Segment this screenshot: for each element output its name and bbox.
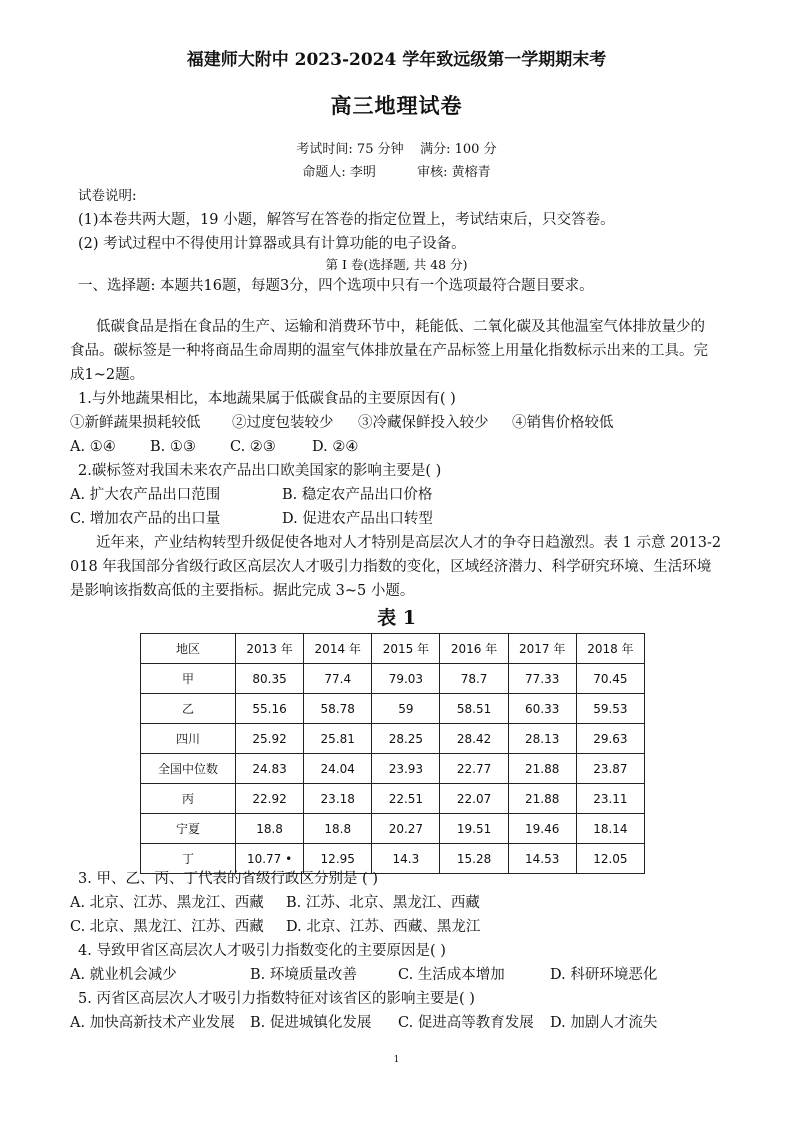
table-cell: 宁夏: [141, 814, 236, 844]
table-cell: 12.95: [304, 844, 372, 874]
data-table: [140, 633, 645, 874]
table-cell: 24.83: [236, 754, 304, 784]
table-header-cell: 2018 年: [576, 634, 644, 664]
table-row: [141, 754, 645, 784]
option-a: A. 北京、江苏、黑龙江、西藏: [70, 895, 264, 911]
table-cell: 23.18: [304, 784, 372, 814]
table-cell: 28.13: [508, 724, 576, 754]
table-row: [141, 664, 645, 694]
passage-line: 成1~2题。: [70, 367, 145, 383]
table-cell: 58.78: [304, 694, 372, 724]
exam-info: 考试时间: 75 分钟 满分: 100 分: [296, 142, 497, 157]
table-cell: 60.33: [508, 694, 576, 724]
question-statements: [70, 413, 614, 433]
table-cell: 21.88: [508, 784, 576, 814]
question-options: [70, 485, 432, 505]
table-cell: 22.92: [236, 784, 304, 814]
question-options: [70, 437, 358, 457]
table-row: [141, 814, 645, 844]
table-cell: 丁: [141, 844, 236, 874]
table-cell: 14.3: [372, 844, 440, 874]
question-options: [70, 1013, 657, 1033]
option-c: C. 北京、黑龙江、江苏、西藏: [70, 919, 264, 935]
section-header: 第 I 卷(选择题, 共 48 分): [325, 257, 468, 272]
option-b: B. 环境质量改善: [250, 967, 357, 983]
table-cell: 20.27: [372, 814, 440, 844]
option-d: D. 促进农产品出口转型: [282, 511, 433, 527]
table-header-cell: 地区: [141, 634, 236, 664]
table-cell: 77.33: [508, 664, 576, 694]
option-a: A. ①④: [70, 439, 116, 455]
passage-line: 是影响该指数高低的主要指标。据此完成 3~5 小题。: [70, 583, 415, 599]
table-header-cell: 2015 年: [372, 634, 440, 664]
question-options: [70, 893, 480, 913]
table-cell: 29.63: [576, 724, 644, 754]
paper-title: 高三地理试卷: [330, 93, 463, 118]
table-cell: 78.7: [440, 664, 508, 694]
table-cell: 乙: [141, 694, 236, 724]
table-cell: 23.11: [576, 784, 644, 814]
table-cell: 24.04: [304, 754, 372, 784]
table-cell: 10.77 •: [236, 844, 304, 874]
table-cell: 12.05: [576, 844, 644, 874]
table-cell: 59: [372, 694, 440, 724]
table-title: 表 1: [377, 607, 416, 629]
table-cell: 丙: [141, 784, 236, 814]
table-cell: 18.8: [304, 814, 372, 844]
question-stem: 2.碳标签对我国未来农产品出口欧美国家的影响主要是( ): [78, 463, 442, 479]
passage-line: 近年来，产业结构转型升级促使各地对人才特别是高层次人才的争夺日趋激烈。表 1 示意 2013-2: [96, 535, 722, 551]
statement: ③冷藏保鲜投入较少: [358, 415, 489, 431]
table-cell: 四川: [141, 724, 236, 754]
option-a: A. 就业机会减少: [70, 967, 177, 983]
table-cell: 甲: [141, 664, 236, 694]
option-a: A. 加快高新技术产业发展: [70, 1015, 235, 1031]
statement: ①新鲜蔬果损耗较低: [70, 415, 201, 431]
table-cell: 59.53: [576, 694, 644, 724]
table-cell: 22.77: [440, 754, 508, 784]
table-cell: 22.07: [440, 784, 508, 814]
table-cell: 15.28: [440, 844, 508, 874]
option-b: B. 江苏、北京、黑龙江、西藏: [286, 895, 480, 911]
question-stem: 1.与外地蔬果相比，本地蔬果属于低碳食品的主要原因有( ): [78, 391, 456, 407]
table-cell: 18.14: [576, 814, 644, 844]
question-stem: 3. 甲、乙、丙、丁代表的省级行政区分别是 ( ): [78, 871, 378, 887]
table-header-cell: 2016 年: [440, 634, 508, 664]
passage-line: 低碳食品是指在食品的生产、运输和消费环节中，耗能低、二氧化碳及其他温室气体排放量少的: [96, 319, 705, 335]
option-d: D. 科研环境恶化: [550, 967, 658, 983]
section-intro: 一、选择题: 本题共16题，每题3分，四个选项中只有一个选项最符合题目要求。: [78, 278, 594, 294]
option-d: D. 加剧人才流失: [550, 1015, 658, 1031]
table-cell: 18.8: [236, 814, 304, 844]
table-row: [141, 694, 645, 724]
table-header-cell: 2014 年: [304, 634, 372, 664]
table-cell: 23.93: [372, 754, 440, 784]
school-title: 福建师大附中 2023-2024 学年致远级第一学期期末考: [186, 50, 607, 70]
option-c: C. ②③: [230, 439, 276, 455]
statement: ④销售价格较低: [512, 415, 614, 431]
table-cell: 25.92: [236, 724, 304, 754]
question-stem: 4. 导致甲省区高层次人才吸引力指数变化的主要原因是( ): [78, 943, 446, 959]
table-cell: 全国中位数: [141, 754, 236, 784]
question-options: [70, 509, 433, 529]
question-stem: 5. 丙省区高层次人才吸引力指数特征对该省区的影响主要是( ): [78, 991, 475, 1007]
table-row: [141, 784, 645, 814]
table-cell: 80.35: [236, 664, 304, 694]
table-cell: 58.51: [440, 694, 508, 724]
statement: ②过度包装较少: [232, 415, 334, 431]
option-b: B. ①③: [150, 439, 196, 455]
instructions-label: 试卷说明:: [78, 188, 137, 204]
table-header-cell: 2013 年: [236, 634, 304, 664]
table-cell: 70.45: [576, 664, 644, 694]
option-a: A. 扩大农产品出口范围: [70, 487, 221, 503]
passage-line: 食品。碳标签是一种将商品生命周期的温室气体排放量在产品标签上用量化指数标示出来的工具。完: [70, 343, 708, 359]
table-cell: 19.51: [440, 814, 508, 844]
option-d: D. 北京、江苏、西藏、黑龙江: [286, 919, 481, 935]
instruction-item: (1)本卷共两大题，19 小题，解答写在答卷的指定位置上，考试结束后，只交答卷。: [78, 212, 615, 228]
exam-authors: 命题人: 李明 审核: 黄榕青: [302, 165, 491, 180]
table-row: [141, 724, 645, 754]
page-number: 1: [393, 1055, 400, 1065]
option-c: C. 促进高等教育发展: [398, 1015, 534, 1031]
table-header-row: [141, 634, 645, 664]
option-b: B. 促进城镇化发展: [250, 1015, 372, 1031]
option-c: C. 生活成本增加: [398, 967, 505, 983]
option-d: D. ②④: [312, 439, 359, 455]
table-cell: 28.42: [440, 724, 508, 754]
table-cell: 77.4: [304, 664, 372, 694]
table-cell: 55.16: [236, 694, 304, 724]
table-cell: 25.81: [304, 724, 372, 754]
table-cell: 28.25: [372, 724, 440, 754]
option-b: B. 稳定农产品出口价格: [282, 487, 433, 503]
question-options: [70, 965, 657, 985]
table-cell: 22.51: [372, 784, 440, 814]
instruction-item: (2) 考试过程中不得使用计算器或具有计算功能的电子设备。: [78, 236, 466, 252]
table-cell: 79.03: [372, 664, 440, 694]
question-options: [70, 917, 480, 937]
passage-line: 018 年我国部分省级行政区高层次人才吸引力指数的变化，区域经济潜力、科学研究环境、生活环境: [70, 559, 712, 575]
table-cell: 21.88: [508, 754, 576, 784]
table-header-cell: 2017 年: [508, 634, 576, 664]
table-cell: 14.53: [508, 844, 576, 874]
table-cell: 23.87: [576, 754, 644, 784]
option-c: C. 增加农产品的出口量: [70, 511, 221, 527]
table-cell: 19.46: [508, 814, 576, 844]
